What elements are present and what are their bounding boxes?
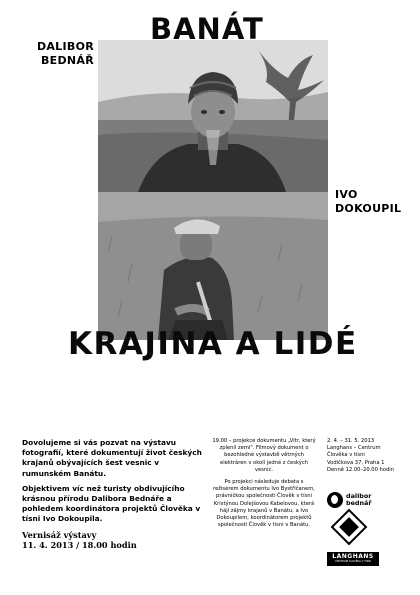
langhans-logo-name: LANGHANS [332,553,374,560]
venue-hours: Denně 12.00–20.00 hodin [327,466,395,473]
vernisage-label: Vernisáž výstavy [22,529,97,540]
author-dalibor-bednar [34,40,94,68]
clovek-v-tisni-logo-icon [331,509,368,546]
author-ivo-dokoupil [335,188,401,216]
exhibition-title: BANÁT [150,12,264,46]
venue-info [327,438,413,474]
venue-dates: 2. 4. – 31. 5. 2013 [327,438,375,444]
program-screening: 19.00 – projekce dokumentu „Vítr, který zplenil zemi". Filmový dokument o bezohledné výstavbě větrných elektráren v okolí jedné z českých vesnic. [212,438,316,473]
author-left-last-name: BEDNÁŘ [40,54,94,67]
intro-paragraph-2: Objektivem víc než turisty obdivujícího krásnou přírodu Dalibora Bednáře a pohledem koordinátora projektů Člověka v tísni Ivo Dokoupila. [22,483,201,524]
db-logo-icon [327,492,343,508]
dalibor-bednar-logo [327,490,383,510]
exhibition-subtitle: KRAJINA A LIDÉ [68,326,358,362]
author-right-last-name: DOKOUPIL [335,202,402,215]
venue-address: Vodičkova 37, Praha 1 [327,459,385,466]
langhans-logo [327,552,379,566]
photo-portrait [98,40,328,192]
langhans-logo-subtitle: CENTRUM ČLOVĚKA V TÍSNI [335,560,371,563]
intro-paragraph-1: Dovolujeme si vás pozvat na výstavu fotografií, které dokumentují život českých krajanů obývajících šest vesnic v rumunském Banátu. [22,438,202,478]
photo-farmer [98,192,328,340]
author-left-first-name: DALIBOR [36,40,94,53]
vernisage-date: 11. 4. 2013 / 18.00 hodin [22,539,137,550]
program-text [212,438,316,534]
db-logo-line1: dalibor [346,492,372,500]
invitation-text [22,438,210,555]
program-debate: Po projekci následuje debata s režisérem dokumentu Ivo Bystřičanem, právničkou společnosti Člověk v tísni Kristýnou Dolejšovou Kabelovou, která hájí zájmy krajanů v Banátu, a Ivo Dokoupilem, koordinátorem projektů společnosti Člověk v tísni v Banátu. [213,479,315,529]
db-logo-line2: bednář [346,499,372,507]
venue-name: Langhans – Centrum [327,445,381,452]
venue-name-line2: Člověka v tísni [327,452,365,459]
author-right-first-name: IVO [335,188,358,201]
